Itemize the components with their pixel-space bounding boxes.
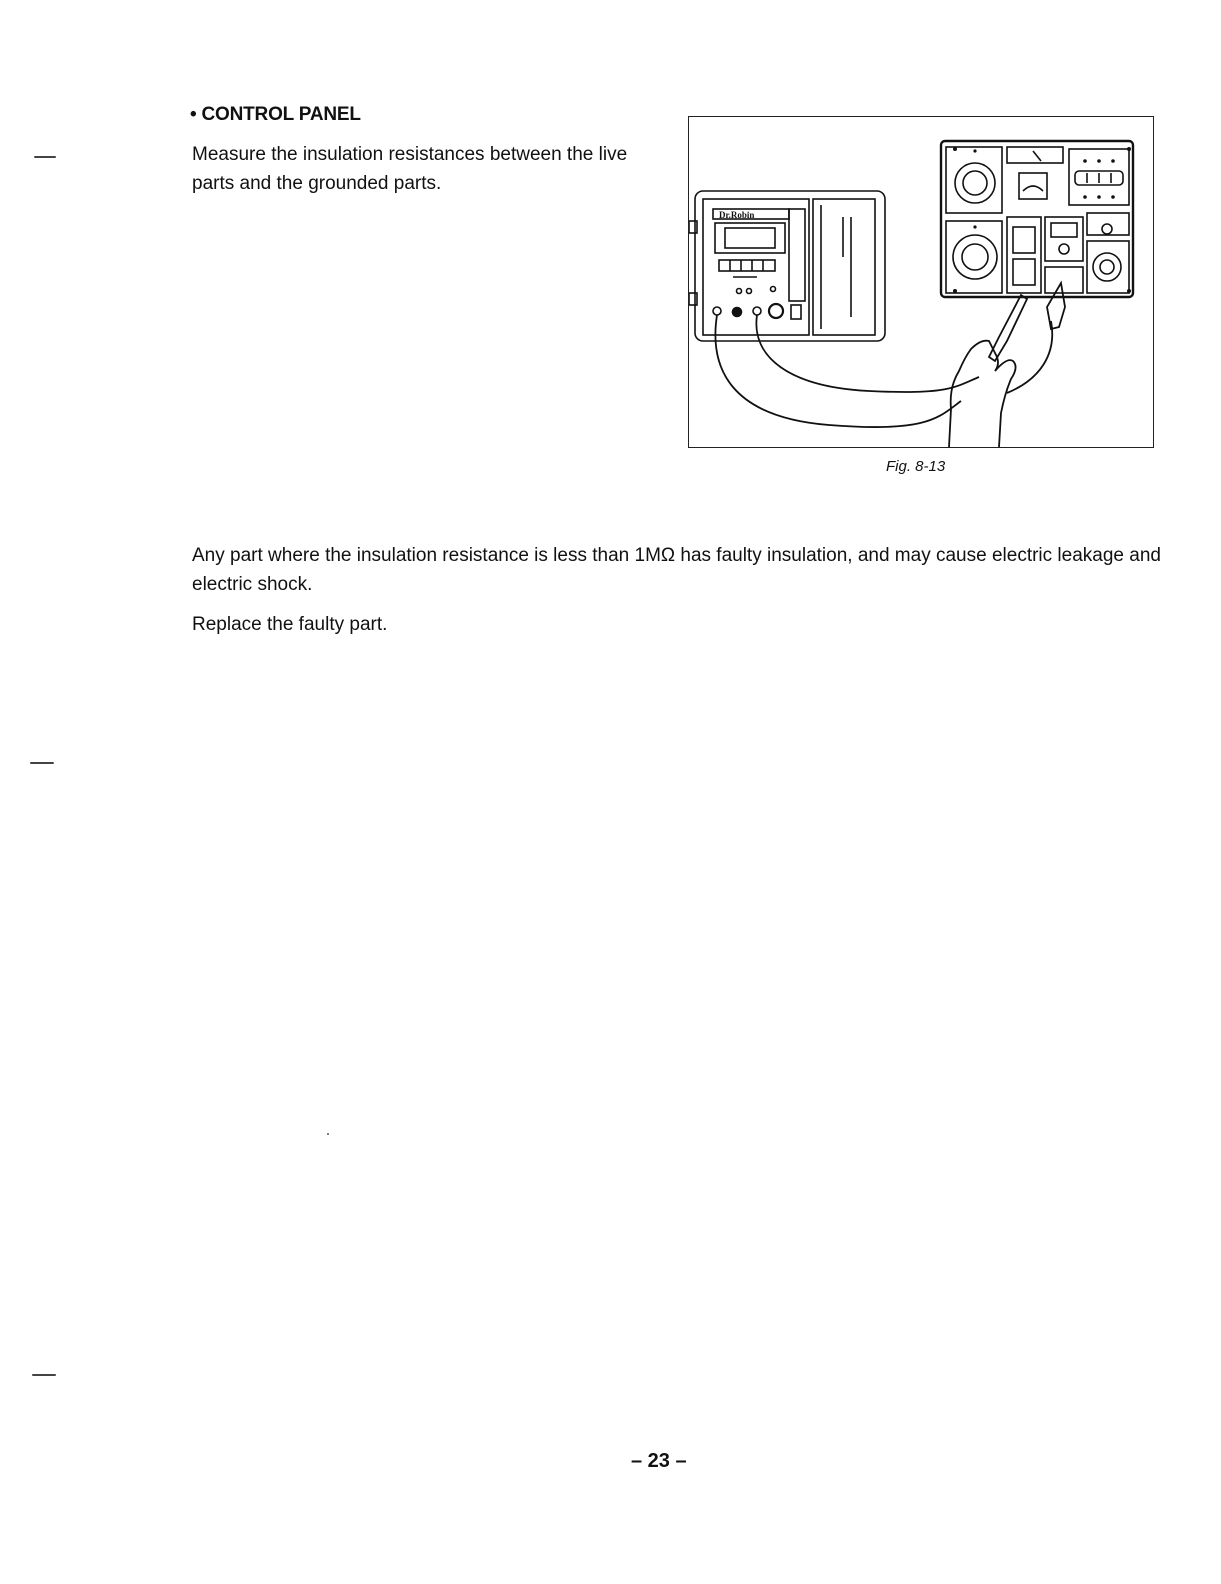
ground-lead: [1007, 321, 1052, 393]
body-paragraph-2: Replace the faulty part.: [192, 614, 388, 635]
scan-margin-mark: [34, 156, 56, 158]
insulation-tester-illustration: [689, 117, 1155, 449]
gfci-outlet: [1007, 217, 1041, 293]
twist-lock-outlet-upper: [955, 163, 995, 203]
test-lead-black: [715, 315, 961, 427]
test-lead-red: [756, 315, 979, 392]
figure-insulation-test: [688, 116, 1154, 448]
intro-paragraph: Measure the insulation resistances between the live parts and the grounded parts.: [192, 144, 628, 194]
tester-lid: [813, 199, 875, 335]
figure-caption: Fig. 8-13: [886, 458, 946, 475]
ground-terminal: [1045, 267, 1083, 293]
section-heading: • CONTROL PANEL: [190, 104, 361, 125]
scan-margin-mark: [30, 762, 54, 764]
hand: [949, 341, 1016, 447]
tester-brand-label: Dr.Robin: [719, 210, 755, 220]
body-text: [192, 541, 1167, 650]
panel-label-strip: [1007, 147, 1063, 163]
twist-lock-outlet-lower: [953, 235, 997, 279]
body-paragraph-1: Any part where the insulation resistance is less than 1MΩ has faulty insulation, and may cause electric leakage and electric shock.: [192, 545, 1161, 595]
ground-clip: [1047, 283, 1065, 329]
outlet-lower-frame: [946, 221, 1002, 293]
tester-display: [725, 228, 775, 248]
page-number: – 23 –: [631, 1450, 687, 1472]
scan-margin-mark: [32, 1374, 56, 1376]
scan-dot: [327, 1133, 329, 1135]
tester-button-row: [719, 260, 775, 271]
